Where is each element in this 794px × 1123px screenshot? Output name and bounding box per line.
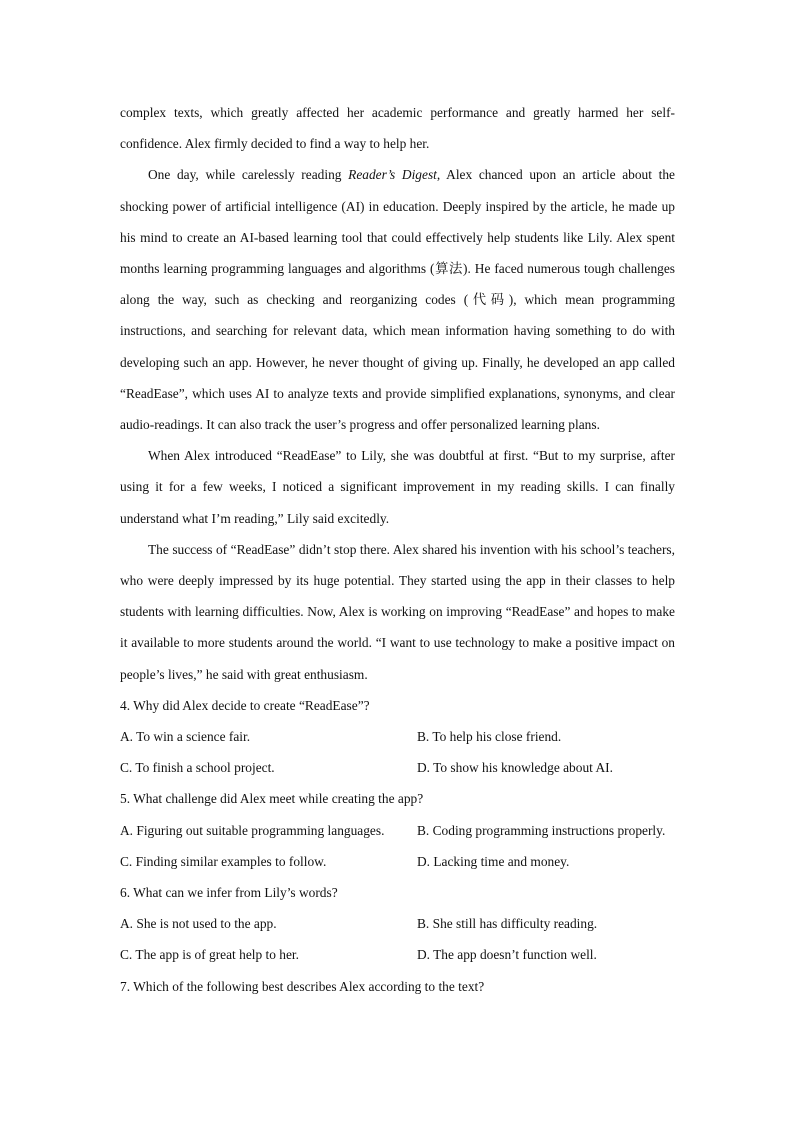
question-7-stem: 7. Which of the following best describes Alex according to the text?	[120, 978, 485, 994]
paragraph-1: complex texts, which greatly affected her academic performance and greatly harmed her self-confidence. Alex firmly decided to find a way to help her.	[120, 105, 675, 152]
paragraph-2	[120, 159, 675, 440]
question-5-option-c: C. Finding similar examples to follow.	[120, 853, 327, 869]
question-6-option-a: A. She is not used to the app.	[120, 916, 277, 932]
question-4-options-row-2	[120, 752, 675, 783]
question-4-stem: 4. Why did Alex decide to create “ReadEase”?	[120, 697, 370, 713]
question-4-option-b: B. To help his close friend.	[417, 729, 562, 745]
question-6-options-row-2	[120, 939, 675, 970]
question-5-option-a: A. Figuring out suitable programming languages.	[120, 822, 385, 838]
question-6-stem: 6. What can we infer from Lily’s words?	[120, 885, 338, 901]
magazine-title: Reader’s Digest	[348, 167, 437, 183]
question-5-stem: 5. What challenge did Alex meet while creating the app?	[120, 791, 424, 807]
question-6-option-c: C. The app is of great help to her.	[120, 947, 299, 963]
question-4-options-row-1	[120, 721, 675, 752]
question-6-option-d: D. The app doesn’t function well.	[417, 947, 597, 963]
question-5-option-d: D. Lacking time and money.	[417, 853, 570, 869]
question-6-option-b: B. She still has difficulty reading.	[417, 916, 598, 932]
paragraph-2-rest: , Alex chanced upon an article about the shocking power of artificial intelligence (AI) in education. Deeply inspired by the article, he made up his mind to create an AI-based learning tool that could effectively help students like Lily. Alex spent months learning programming languages and algorithms (算法). He faced numerous tough challenges along the way, such as checking and reorganizing codes (代码), which mean programming instructions, and searching for relevant data, which mean information having something to do with developing such an app. However, he never thought of giving up. Finally, he developed an app called “ReadEase”, which uses AI to analyze texts and provide simplified explanations, synonyms, and clear audio-readings. It can also track the user’s progress and offer personalized learning plans.	[120, 167, 675, 433]
paragraph-4: The success of “ReadEase” didn’t stop there. Alex shared his invention with his school’s teachers, who were deeply impressed by its huge potential. They started using the app in their classes to help students with learning difficulties. Now, Alex is working on improving “ReadEase” and hopes to make it available to more students around the world. “I want to use technology to make a positive impact on people’s lives,” he said with great enthusiasm.	[120, 541, 675, 682]
question-5-options-row-1	[120, 815, 675, 846]
paragraph-2-start: One day, while carelessly reading	[148, 167, 349, 183]
paragraph-3: When Alex introduced “ReadEase” to Lily, she was doubtful at first. “But to my surprise, after using it for a few weeks, I noticed a significant improvement in my reading skills. I can finally understand what I’m reading,” Lily said excitedly.	[120, 448, 675, 526]
question-5-option-b: B. Coding programming instructions properly.	[417, 822, 666, 838]
question-6-options-row-1	[120, 908, 675, 939]
question-5-options-row-2	[120, 846, 675, 877]
question-4-option-c: C. To finish a school project.	[120, 760, 275, 776]
question-4-option-d: D. To show his knowledge about AI.	[417, 760, 613, 776]
reading-passage	[120, 97, 675, 1002]
question-4-option-a: A. To win a science fair.	[120, 729, 251, 745]
